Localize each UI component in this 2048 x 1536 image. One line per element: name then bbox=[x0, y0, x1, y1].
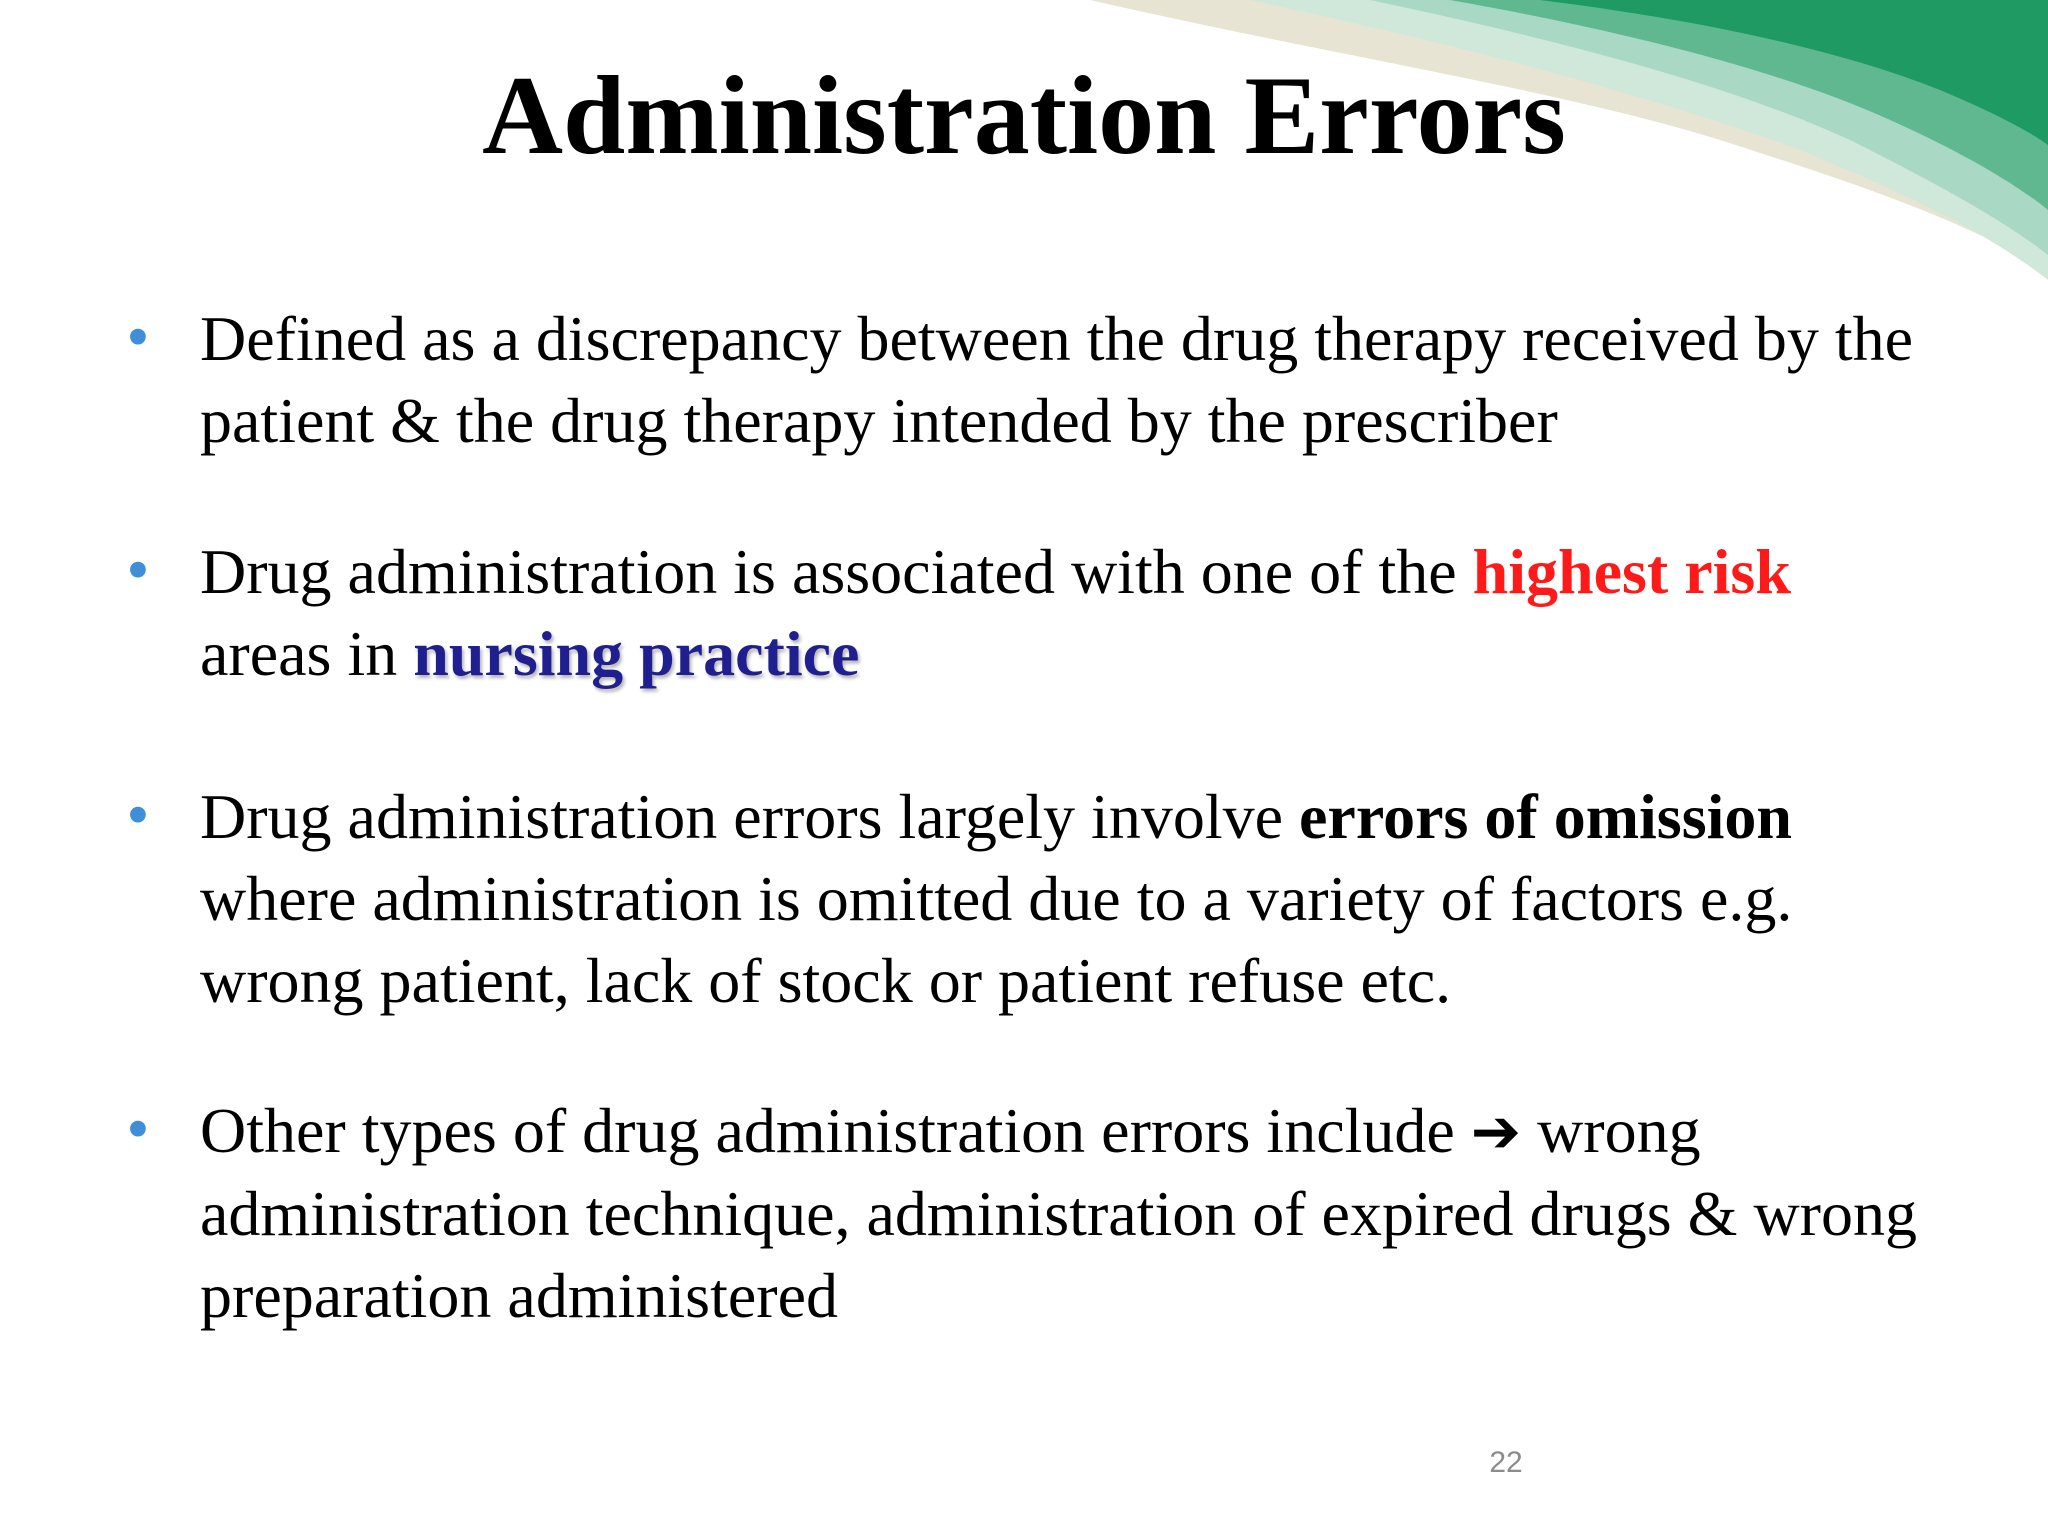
bullet-marker: • bbox=[122, 307, 154, 370]
bullet-item-risk bbox=[122, 531, 1960, 695]
bullet-marker: • bbox=[122, 540, 154, 603]
arrow-right-icon: ➔ bbox=[1470, 1097, 1522, 1167]
bullet-text: Defined as a discrepancy between the drug therapy received by the patient & the drug therapy intended by the prescriber bbox=[200, 303, 1913, 456]
highlight-highest-risk: highest risk bbox=[1472, 536, 1791, 607]
bullet-text-after: where administration is omitted due to a variety of factors e.g. wrong patient, lack of stock or patient refuse etc. bbox=[200, 863, 1793, 1016]
bullet-text: Other types of drug administration errors include bbox=[200, 1095, 1471, 1166]
bullet-marker: • bbox=[122, 1099, 154, 1162]
bullet-item-definition bbox=[122, 298, 1960, 462]
highlight-errors-of-omission: errors of omission bbox=[1299, 781, 1792, 852]
highlight-nursing-practice: nursing practice bbox=[413, 618, 860, 689]
bullet-item-omission bbox=[122, 776, 1960, 1022]
slide-title: Administration Errors bbox=[482, 54, 1566, 178]
bullet-text-after: wrong administration technique, administration of expired drugs & wrong preparation administered bbox=[200, 1095, 1917, 1331]
bullet-text: Drug administration errors largely involve bbox=[200, 781, 1299, 852]
page-number: 22 bbox=[1489, 1446, 1523, 1479]
bullet-item-other-types bbox=[122, 1090, 1960, 1337]
bullet-marker: • bbox=[122, 785, 154, 848]
bullet-text: Drug administration is associated with one of the bbox=[200, 536, 1473, 607]
bullet-text-continued: areas in bbox=[200, 618, 414, 689]
